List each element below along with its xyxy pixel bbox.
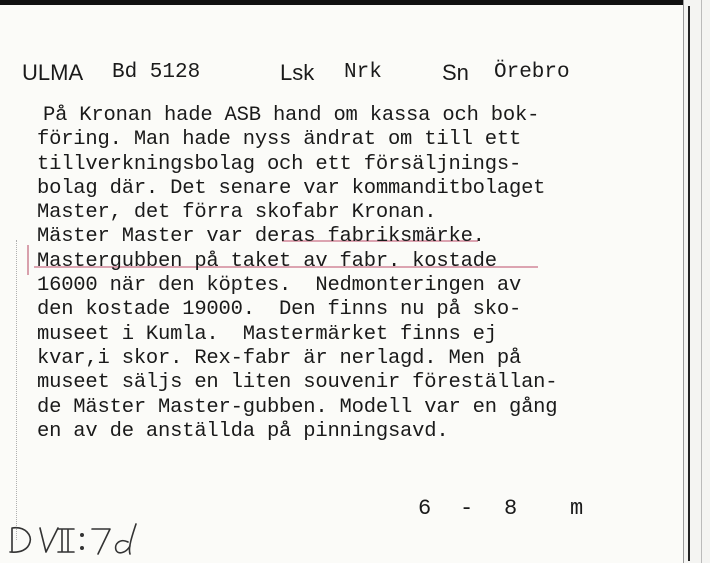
text-line: museet säljs en liten souvenir föreställan- <box>37 371 558 395</box>
text-line: bolag där. Det senare var kommanditbolaget <box>37 176 546 200</box>
archive-code: ULMA <box>22 60 84 85</box>
range-dash: - <box>460 496 474 521</box>
range-from: 6 <box>418 496 432 521</box>
card-edge-line-faint <box>701 0 702 563</box>
text-line: en av de anställda på pinningsavd. <box>37 419 449 443</box>
reference-number: Bd 5128 <box>112 61 201 84</box>
text-line: de Mäster Master-gubben. Modell var en gång <box>37 395 558 419</box>
range-to: 8 <box>504 496 518 521</box>
margin-mark <box>27 245 29 275</box>
card-left-dots <box>16 240 18 540</box>
text-line: På Kronan hade ASB hand om kassa och bok- <box>43 104 540 127</box>
range-unit: m <box>570 496 584 521</box>
parish-label: Sn <box>442 60 469 85</box>
card-edge-line <box>688 6 690 561</box>
text-line: Master, det förra skofabr Kronan. <box>37 201 437 225</box>
landscape-value: Nrk <box>344 61 382 84</box>
text-line: kvar,i skor. Rex-fabr är nerlagd. Men på <box>37 346 522 370</box>
text-line: Mäster Master var deras fabriksmärke. <box>37 225 485 249</box>
handwritten-signature <box>6 520 156 560</box>
text-line: Mastergubben på taket av fabr. kostade <box>37 249 497 273</box>
parish-value: Örebro <box>494 61 570 84</box>
card-body-text <box>37 104 557 444</box>
card-top-border <box>0 0 690 5</box>
text-line: museet i Kumla. Mastermärket finns ej <box>37 322 497 346</box>
landscape-label: Lsk <box>280 60 315 85</box>
text-line: föring. Man hade nyss ändrat om till ett <box>37 128 522 152</box>
text-line: den kostade 19000. Den finns nu på sko- <box>37 298 522 322</box>
text-line: 16000 när den köptes. Nedmonteringen av <box>37 274 522 298</box>
text-line: tillverkningsbolag och ett försäljnings- <box>37 152 522 176</box>
